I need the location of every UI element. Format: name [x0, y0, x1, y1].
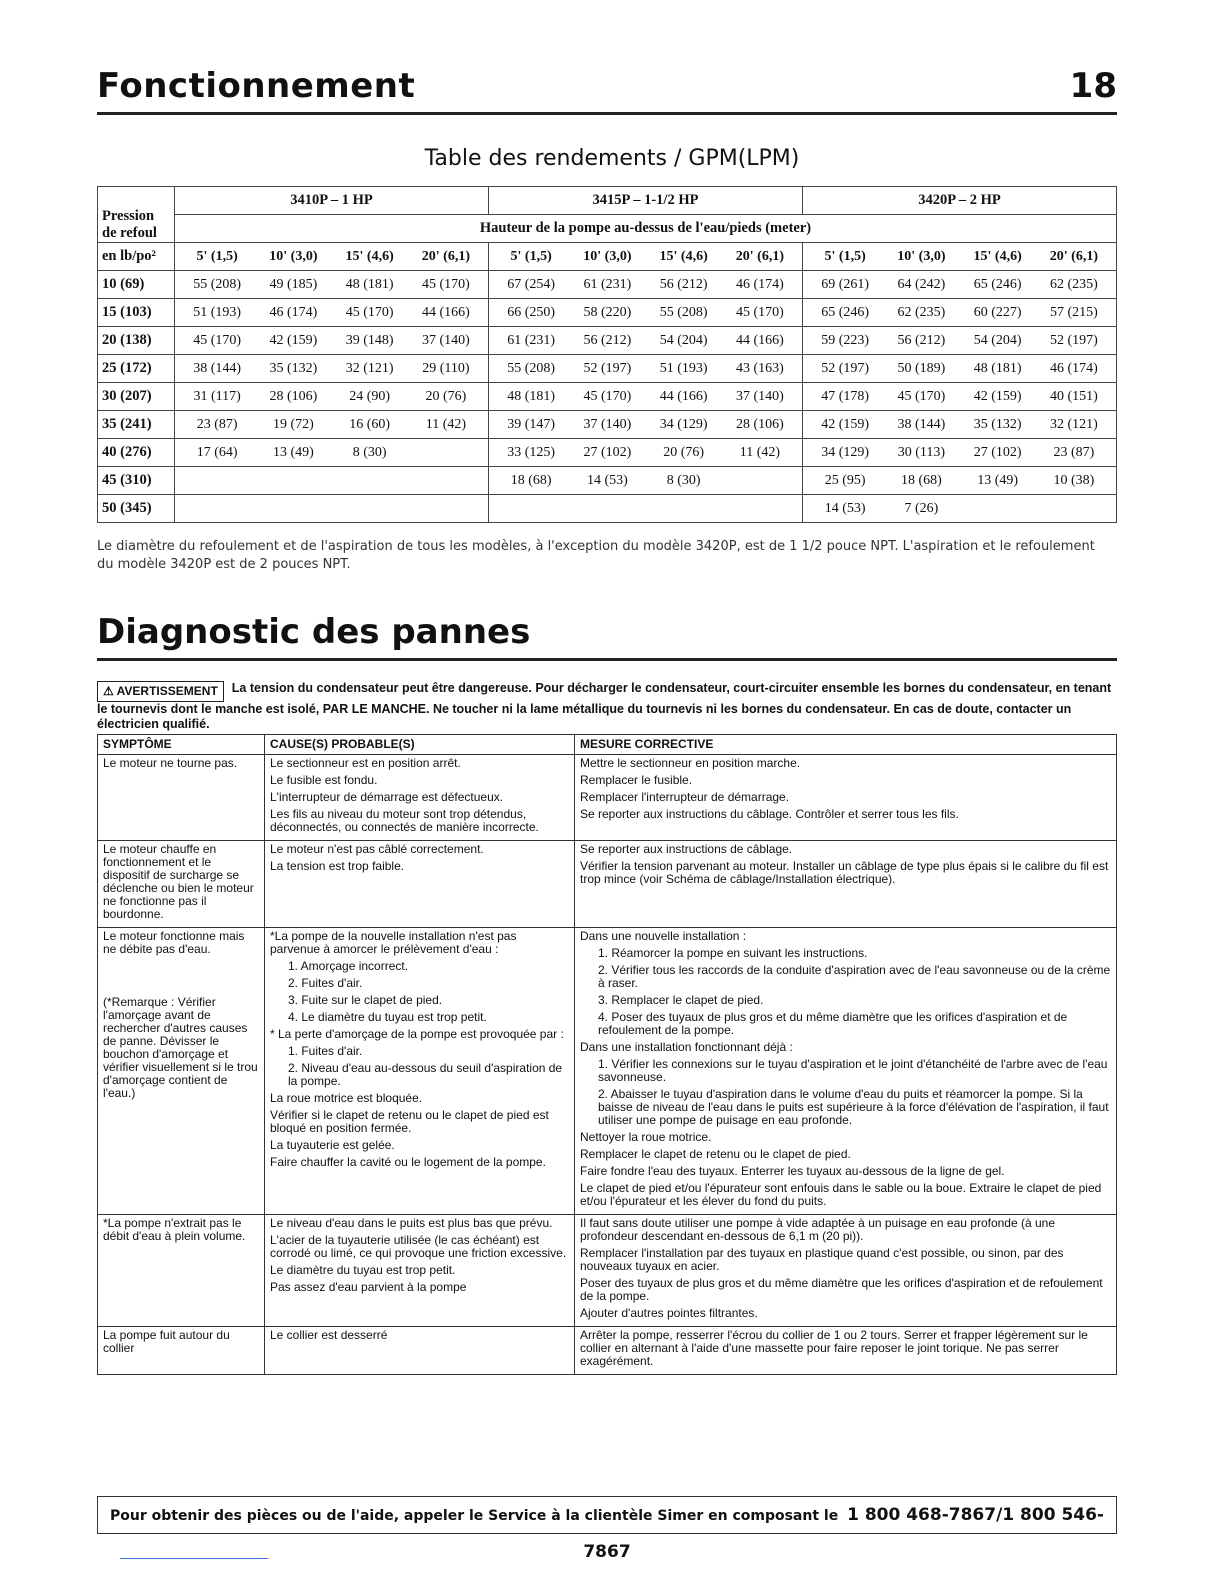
flow-value: 55 (208): [659, 304, 708, 320]
causes-cell: [265, 1327, 575, 1375]
cause-item: *La pompe de la nouvelle installation n'est pas parvenue à amorcer le prélèvement d'eau :: [270, 929, 517, 956]
flow-value: 48 (181): [973, 360, 1022, 376]
flow-value: 56 (212): [659, 276, 708, 292]
flow-value: 46 (174): [269, 304, 318, 320]
height-label: 10' (3,0): [897, 248, 946, 264]
pressure-header: [98, 187, 175, 243]
flow-value: 11 (42): [425, 416, 467, 432]
cause-item: Vérifier si le clapet de retenu ou le clapet de pied est bloqué en position fermée.: [270, 1108, 549, 1135]
flow-value: 42 (159): [269, 332, 318, 348]
cause-item: L'interrupteur de démarrage est défectueux.: [270, 790, 504, 804]
value-group: [179, 277, 484, 293]
flow-value: 18 (68): [510, 472, 552, 488]
height-label: 20' (6,1): [421, 248, 470, 264]
causes-cell: [265, 755, 575, 841]
model-values: [175, 439, 489, 467]
flow-value: 62 (235): [1049, 276, 1098, 292]
flow-value: 11 (42): [739, 444, 781, 460]
symptom-text: La pompe fuit autour du collier: [103, 1328, 230, 1355]
cause-item: 1. Amorçage incorrect.: [288, 959, 409, 973]
flow-value: 23 (87): [1053, 444, 1095, 460]
footer-rule: [120, 1558, 268, 1559]
cause-item: L'acier de la tuyauterie utilisée (le cas échéant) est corrodé ou limé, ce qui provoque une friction excessive.: [270, 1233, 567, 1260]
flow-value: 65 (246): [973, 276, 1022, 292]
flow-value: 28 (106): [269, 388, 318, 404]
cause-item: Le collier est desserré: [270, 1328, 388, 1342]
value-group: [807, 361, 1112, 377]
flow-value: 52 (197): [1049, 332, 1098, 348]
symptom-cell: [98, 1215, 265, 1327]
col-symptom: SYMPTÔME: [98, 735, 265, 755]
height-label: 20' (6,1): [735, 248, 784, 264]
fix-item: Faire fondre l'eau des tuyaux. Enterrer les tuyaux au-dessous de la ligne de gel.: [580, 1164, 1005, 1178]
model-values: [489, 299, 803, 327]
value-group: [179, 445, 484, 461]
flow-value: 46 (174): [1049, 360, 1098, 376]
flow-value: 62 (235): [897, 304, 946, 320]
fix-item: 1. Réamorcer la pompe en suivant les instructions.: [598, 946, 868, 960]
flow-value: 67 (254): [507, 276, 556, 292]
model-values: [489, 439, 803, 467]
perf-row: [98, 327, 1117, 355]
flow-value: 69 (261): [821, 276, 870, 292]
flow-value: 48 (181): [507, 388, 556, 404]
value-group: [807, 473, 1112, 489]
causes-cell: [265, 1215, 575, 1327]
model-values: [803, 383, 1117, 411]
heights-group: [489, 243, 803, 271]
pressure-value: 10 (69): [98, 271, 175, 299]
cause-item: La roue motrice est bloquée.: [270, 1091, 423, 1105]
flow-value: 13 (49): [272, 444, 314, 460]
flow-value: 16 (60): [349, 416, 391, 432]
symptom-note: (*Remarque : Vérifier l'amorçage avant de rechercher d'autres causes de panne. Dévisser le bouchon d'amorçage et vérifier visuellement si le trou d'amorçage contient de l'eau.): [103, 995, 258, 1100]
flow-value: 37 (140): [735, 388, 784, 404]
fix-item: Mettre le sectionneur en position marche.: [580, 756, 801, 770]
flow-value: 39 (148): [345, 332, 394, 348]
diagnostic-title: Diagnostic des pannes: [97, 612, 531, 652]
perf-row: [98, 439, 1117, 467]
col-fixes: MESURE CORRECTIVE: [575, 735, 1117, 755]
heights-group: [803, 243, 1117, 271]
cause-item: Le moteur n'est pas câblé correctement.: [270, 842, 484, 856]
model-values: [489, 411, 803, 439]
performance-table: [97, 186, 1117, 523]
flow-value: 46 (174): [735, 276, 784, 292]
cause-item: Faire chauffer la cavité ou le logement de la pompe.: [270, 1155, 546, 1169]
flow-value: 58 (220): [583, 304, 632, 320]
flow-value: 61 (231): [507, 332, 556, 348]
perf-row: [98, 495, 1117, 523]
fix-item: Se reporter aux instructions du câblage. Contrôler et serrer tous les fils.: [580, 807, 959, 821]
fix-item: Nettoyer la roue motrice.: [580, 1130, 712, 1144]
fix-item: Arrêter la pompe, resserrer l'écrou du collier de 1 ou 2 tours. Serrer et frapper légèrement sur le collier en alternant à l'aide d'une massette pour faire reposer le joint torique. Ne pas serrer exagérément.: [580, 1328, 1088, 1368]
height-label: 15' (4,6): [973, 248, 1022, 264]
flow-value: 55 (208): [193, 276, 242, 292]
flow-value: 54 (204): [973, 332, 1022, 348]
symptom-text: *La pompe n'extrait pas le débit d'eau à plein volume.: [103, 1216, 246, 1243]
flow-value: 20 (76): [663, 444, 705, 460]
page-header: [97, 62, 1117, 115]
pressure-value: 30 (207): [98, 383, 175, 411]
symptom-text: Le moteur fonctionne mais ne débite pas d'eau.: [103, 929, 245, 956]
flow-value: 56 (212): [583, 332, 632, 348]
cause-item: Pas assez d'eau parvient à la pompe: [270, 1280, 467, 1294]
flow-value: 10 (38): [1053, 472, 1095, 488]
model-values: [803, 271, 1117, 299]
flow-value: 56 (212): [897, 332, 946, 348]
model-values: [489, 467, 803, 495]
heights-list: [179, 249, 484, 265]
flow-value: 65 (246): [821, 304, 870, 320]
fix-item: 3. Remplacer le clapet de pied.: [598, 993, 764, 1007]
flow-value: 8 (30): [352, 444, 387, 460]
symptom-cell: [98, 755, 265, 841]
cause-item: Le fusible est fondu.: [270, 773, 378, 787]
flow-value: 33 (125): [507, 444, 556, 460]
pressure-value: 15 (103): [98, 299, 175, 327]
model-values: [175, 467, 489, 495]
flow-value: 34 (129): [821, 444, 870, 460]
flow-value: 24 (90): [349, 388, 391, 404]
fix-item: Ajouter d'autres pointes filtrantes.: [580, 1306, 758, 1320]
flow-value: 45 (170): [421, 276, 470, 292]
cause-item: 4. Le diamètre du tuyau est trop petit.: [288, 1010, 487, 1024]
value-group: [807, 417, 1112, 433]
perf-row: [98, 299, 1117, 327]
flow-value: 34 (129): [659, 416, 708, 432]
flow-value: 32 (121): [1049, 416, 1098, 432]
value-group: [179, 305, 484, 321]
pressure-label-2: de refoul: [102, 225, 157, 241]
flow-value: 27 (102): [583, 444, 632, 460]
height-label: 10' (3,0): [269, 248, 318, 264]
cause-item: Le sectionneur est en position arrêt.: [270, 756, 461, 770]
pressure-value: 50 (345): [98, 495, 175, 523]
flow-value: 61 (231): [583, 276, 632, 292]
value-group: [807, 277, 1112, 293]
value-group: [807, 333, 1112, 349]
flow-value: 44 (166): [735, 332, 784, 348]
model-values: [489, 355, 803, 383]
cause-item: Le niveau d'eau dans le puits est plus bas que prévu.: [270, 1216, 553, 1230]
value-group: [807, 389, 1112, 405]
model-values: [175, 355, 489, 383]
symptom-text: Le moteur ne tourne pas.: [103, 756, 238, 770]
height-label: 15' (4,6): [659, 248, 708, 264]
flow-value: 32 (121): [345, 360, 394, 376]
pressure-value: 35 (241): [98, 411, 175, 439]
height-label: 20' (6,1): [1049, 248, 1098, 264]
model-values: [489, 495, 803, 523]
page-title: Fonctionnement: [97, 66, 416, 106]
flow-value: 59 (223): [821, 332, 870, 348]
flow-value: 25 (95): [824, 472, 866, 488]
flow-value: 51 (193): [193, 304, 242, 320]
model-values: [489, 271, 803, 299]
value-group: [493, 473, 798, 489]
symptom-text: Le moteur chauffe en fonctionnement et le dispositif de surcharge se déclenche ou bien le moteur ne fonctionne pas il bourdonne.: [103, 842, 254, 921]
warning-block: [97, 681, 1117, 732]
footer-text: Pour obtenir des pièces ou de l'aide, appeler le Service à la clientèle Simer en composant le: [109, 1508, 839, 1524]
model-values: [489, 327, 803, 355]
value-group: [493, 445, 798, 461]
flow-value: 42 (159): [973, 388, 1022, 404]
fix-item: Remplacer l'interrupteur de démarrage.: [580, 790, 790, 804]
causes-cell: [265, 928, 575, 1215]
flow-value: 44 (166): [659, 388, 708, 404]
flow-value: 39 (147): [507, 416, 556, 432]
value-group: [493, 305, 798, 321]
value-group: [179, 361, 484, 377]
cause-item: 2. Fuites d'air.: [288, 976, 363, 990]
flow-value: 43 (163): [735, 360, 784, 376]
fix-item: 2. Vérifier tous les raccords de la conduite d'aspiration avec de l'eau savonneuse ou de la crème à raser.: [598, 963, 1111, 990]
model-3420: 3420P – 2 HP: [803, 187, 1117, 215]
model-values: [803, 299, 1117, 327]
fix-item: Dans une installation fonctionnant déjà :: [580, 1040, 793, 1054]
value-group: [807, 501, 1112, 517]
model-values: [175, 327, 489, 355]
troubleshoot-row: [98, 1327, 1117, 1375]
causes-cell: [265, 841, 575, 928]
symptom-cell: [98, 841, 265, 928]
flow-value: 19 (72): [272, 416, 314, 432]
footer-phones: 1 800 468-7867/1 800 546-7867: [583, 1505, 1104, 1562]
flow-value: 49 (185): [269, 276, 318, 292]
flow-value: 40 (151): [1049, 388, 1098, 404]
model-values: [175, 411, 489, 439]
fix-item: Remplacer le fusible.: [580, 773, 693, 787]
flow-value: 55 (208): [507, 360, 556, 376]
perf-row: [98, 383, 1117, 411]
flow-value: 14 (53): [586, 472, 628, 488]
troubleshooting-table: [97, 734, 1117, 1375]
flow-value: 66 (250): [507, 304, 556, 320]
flow-value: [960, 501, 1036, 517]
flow-value: 54 (204): [659, 332, 708, 348]
value-group: [179, 389, 484, 405]
height-label: 10' (3,0): [583, 248, 632, 264]
diagnostic-header: [97, 612, 1117, 661]
model-values: [175, 271, 489, 299]
value-group: [493, 417, 798, 433]
fix-item: Poser des tuyaux de plus gros et du même diamètre que les orifices d'aspiration et de refoulement de la pompe.: [580, 1276, 1103, 1303]
model-values: [803, 467, 1117, 495]
flow-value: 7 (26): [904, 500, 939, 516]
heights-row: [98, 243, 1117, 271]
flow-value: 37 (140): [421, 332, 470, 348]
model-3410: 3410P – 1 HP: [175, 187, 489, 215]
model-values: [803, 327, 1117, 355]
troubleshoot-row: [98, 1215, 1117, 1327]
value-group: [807, 305, 1112, 321]
flow-value: 57 (215): [1049, 304, 1098, 320]
height-subheader: Hauteur de la pompe au-dessus de l'eau/pieds (meter): [175, 215, 1117, 243]
troubleshoot-row: [98, 928, 1117, 1215]
flow-value: 35 (132): [973, 416, 1022, 432]
flow-value: 31 (117): [193, 388, 241, 404]
perf-row: [98, 271, 1117, 299]
flow-value: 8 (30): [666, 472, 701, 488]
flow-value: 28 (106): [735, 416, 784, 432]
flow-value: 30 (113): [897, 444, 946, 460]
flow-value: 47 (178): [821, 388, 870, 404]
flow-value: 45 (170): [345, 304, 394, 320]
value-group: [807, 445, 1112, 461]
symptom-cell: [98, 928, 265, 1215]
cause-item: 2. Niveau d'eau au-dessous du seuil d'aspiration de la pompe.: [288, 1061, 563, 1088]
flow-value: 44 (166): [421, 304, 470, 320]
fixes-cell: [575, 841, 1117, 928]
model-values: [803, 495, 1117, 523]
fixes-cell: [575, 928, 1117, 1215]
symptom-cell: [98, 1327, 265, 1375]
flow-value: 48 (181): [345, 276, 394, 292]
cause-item: * La perte d'amorçage de la pompe est provoquée par :: [270, 1027, 564, 1041]
pressure-value: 20 (138): [98, 327, 175, 355]
model-values: [489, 383, 803, 411]
fix-item: Il faut sans doute utiliser une pompe à vide adaptée à un puisage en eau profonde (à une profondeur descendant en-dessous de 6,1 m (20 pi)).: [580, 1216, 1056, 1243]
warning-text: La tension du condensateur peut être dangereuse. Pour décharger le condensateur, court-circuiter ensemble les bornes du condensateur, en tenant le tournevis dont le manche est isolé, PAR LE MANCHE. Ne toucher ni la lame métallique du tournevis ni les bornes du condensateur. En cas de doute, contacter un électricien qualifié.: [97, 681, 1112, 731]
flow-value: 64 (242): [897, 276, 946, 292]
flow-value: 17 (64): [196, 444, 238, 460]
pressure-value: 25 (172): [98, 355, 175, 383]
flow-value: 13 (49): [977, 472, 1019, 488]
value-group: [493, 277, 798, 293]
model-values: [803, 439, 1117, 467]
flow-value: 45 (170): [735, 304, 784, 320]
pressure-label-1: Pression: [102, 208, 155, 224]
flow-value: 52 (197): [583, 360, 632, 376]
cause-item: La tuyauterie est gelée.: [270, 1138, 395, 1152]
fixes-cell: [575, 755, 1117, 841]
flow-value: 23 (87): [196, 416, 238, 432]
cause-item: Le diamètre du tuyau est trop petit.: [270, 1263, 456, 1277]
troubleshoot-row: [98, 755, 1117, 841]
fix-item: 2. Abaisser le tuyau d'aspiration dans le volume d'eau du puits et réamorcer la pompe. Si la baisse de niveau de l'eau dans le puits est supérieure à la force d'élévation de l'aspiration, il faut utiliser une pompe de puisage en eau profonde.: [598, 1087, 1109, 1127]
height-label: 5' (1,5): [510, 248, 552, 264]
perf-row: [98, 355, 1117, 383]
fix-item: 1. Vérifier les connexions sur le tuyau d'aspiration et le joint d'étanchéité de l'arbre avec de l'eau savonneuse.: [598, 1057, 1108, 1084]
flow-value: 20 (76): [425, 388, 467, 404]
cause-item: 3. Fuite sur le clapet de pied.: [288, 993, 443, 1007]
flow-value: 52 (197): [821, 360, 870, 376]
flow-value: 38 (144): [897, 416, 946, 432]
flow-value: 45 (170): [897, 388, 946, 404]
fix-item: 4. Poser des tuyaux de plus gros et du même diamètre que les orifices d'aspiration et de refoulement de la pompe.: [598, 1010, 1068, 1037]
cause-item: 1. Fuites d'air.: [288, 1044, 363, 1058]
flow-value: 27 (102): [973, 444, 1022, 460]
pressure-label-3: en lb/po²: [98, 243, 175, 271]
fix-item: Dans une nouvelle installation :: [580, 929, 747, 943]
model-values: [175, 383, 489, 411]
model-values: [175, 299, 489, 327]
model-3415: 3415P – 1-1/2 HP: [489, 187, 803, 215]
flow-value: 60 (227): [973, 304, 1022, 320]
value-group: [493, 333, 798, 349]
fixes-cell: [575, 1215, 1117, 1327]
pressure-value: 45 (310): [98, 467, 175, 495]
value-group: [493, 361, 798, 377]
value-group: [179, 417, 484, 433]
fix-item: Remplacer le clapet de retenu ou le clapet de pied.: [580, 1147, 851, 1161]
flow-value: 18 (68): [900, 472, 942, 488]
fix-item: Se reporter aux instructions de câblage.: [580, 842, 793, 856]
flow-value: 42 (159): [821, 416, 870, 432]
flow-value: 45 (170): [583, 388, 632, 404]
flow-value: 38 (144): [193, 360, 242, 376]
model-values: [175, 495, 489, 523]
flow-value: 14 (53): [824, 500, 866, 516]
cause-item: Les fils au niveau du moteur sont trop détendus, déconnectés, ou connectés de manière incorrecte.: [270, 807, 539, 834]
footer-contact: [97, 1496, 1117, 1562]
height-label: 15' (4,6): [345, 248, 394, 264]
flow-value: [722, 473, 798, 489]
height-label: 5' (1,5): [196, 248, 238, 264]
flow-value: 51 (193): [659, 360, 708, 376]
table-title: Table des rendements / GPM(LPM): [424, 146, 800, 171]
model-values: [803, 355, 1117, 383]
flow-value: [1036, 501, 1112, 517]
page-number: 18: [1069, 66, 1117, 106]
col-causes: CAUSE(S) PROBABLE(S): [265, 735, 575, 755]
cause-item: La tension est trop faible.: [270, 859, 405, 873]
model-values: [803, 411, 1117, 439]
flow-value: 50 (189): [897, 360, 946, 376]
pressure-value: 40 (276): [98, 439, 175, 467]
heights-list: [493, 249, 798, 265]
flow-value: 37 (140): [583, 416, 632, 432]
flow-value: [408, 445, 484, 461]
fix-item: Remplacer l'installation par des tuyaux en plastique quand c'est possible, ou sinon, par des nouveaux tuyaux en acier.: [580, 1246, 1064, 1273]
height-label: 5' (1,5): [824, 248, 866, 264]
value-group: [179, 333, 484, 349]
value-group: [493, 389, 798, 405]
fixes-cell: [575, 1327, 1117, 1375]
flow-value: 35 (132): [269, 360, 318, 376]
fix-item: Le clapet de pied et/ou l'épurateur sont enfouis dans le sable ou la boue. Extraire le clapet de pied et/ou l'épurateur et les élever du fond du puits.: [580, 1181, 1102, 1208]
heights-group: [175, 243, 489, 271]
flow-value: 45 (170): [193, 332, 242, 348]
table-note: Le diamètre du refoulement et de l'aspiration de tous les modèles, à l'exception du modèle 3420P, est de 1 1/2 pouce NPT. L'aspiration et le refoulement du modèle 3420P est de 2 pouces NPT.: [97, 539, 1095, 572]
troubleshoot-row: [98, 841, 1117, 928]
flow-value: 29 (110): [422, 360, 470, 376]
heights-list: [807, 249, 1112, 265]
warning-badge: ⚠ AVERTISSEMENT: [97, 681, 224, 702]
perf-row: [98, 411, 1117, 439]
fix-item: Vérifier la tension parvenant au moteur. Installer un câblage de type plus épais si le calibre du fil est trop mince (voir Schéma de câblage/Installation électrique).: [580, 859, 1109, 886]
perf-row: [98, 467, 1117, 495]
